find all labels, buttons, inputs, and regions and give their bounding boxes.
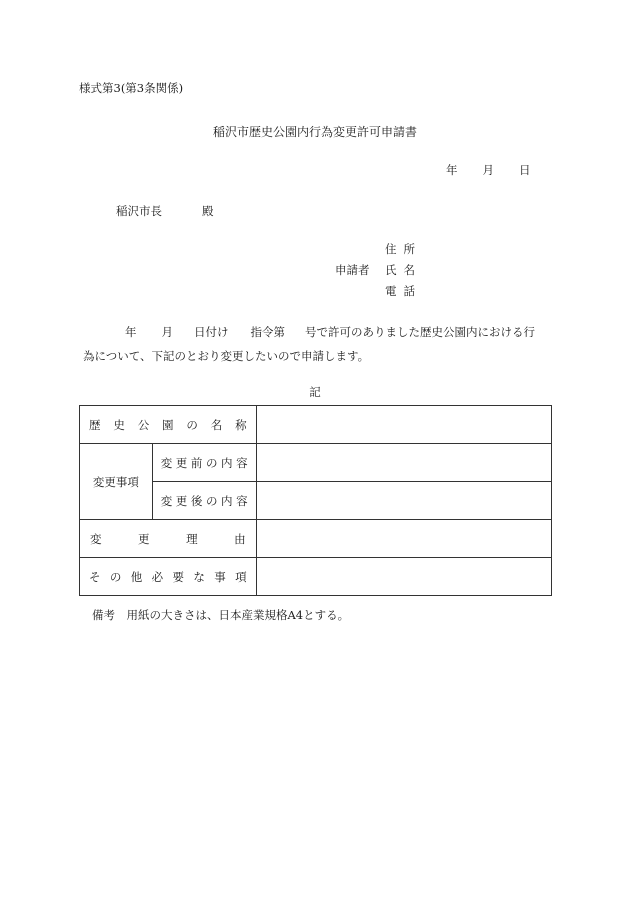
table-row: [80, 406, 552, 444]
other-label: [80, 569, 256, 585]
label-char: 後: [190, 493, 203, 508]
change-details-table: [79, 405, 552, 596]
label-char: 名: [210, 417, 223, 432]
label-char: 内: [221, 493, 233, 508]
body-year: 年: [125, 325, 137, 339]
label-char: 容: [236, 455, 248, 470]
label-char: 変: [90, 531, 102, 546]
body-directive-no: 指令第: [250, 325, 285, 339]
before-label-cell: [152, 444, 256, 482]
body-day-dated: 日付け: [194, 325, 229, 339]
addressee-name: 稲沢市長: [116, 204, 162, 218]
label-char: 変: [160, 455, 173, 470]
label-char: 園: [162, 417, 174, 432]
label-char: 理: [186, 531, 198, 546]
body-month: 月: [161, 325, 173, 339]
label-char: な: [193, 569, 205, 584]
after-label-cell: [152, 482, 256, 520]
table-row: [80, 444, 552, 482]
document-title: 稲沢市歴史公園内行為変更許可申請書: [212, 125, 417, 139]
label-char: 他: [130, 569, 143, 584]
label-char: 更: [175, 455, 188, 470]
label-char: の: [205, 455, 218, 470]
reason-label-cell: [80, 520, 257, 558]
table-row: [80, 520, 552, 558]
request-body-text: [83, 320, 563, 368]
applicant-role-label: 申請者: [335, 263, 370, 277]
body-line1-rest: 号で許可のありました歴史公園内における行: [305, 325, 535, 339]
remark-note: 備考 用紙の大きさは、日本産業規格A4とする。: [92, 608, 350, 622]
label-char: の: [109, 569, 122, 584]
date-line: [446, 162, 531, 178]
label-char: 容: [236, 493, 248, 508]
label-char: 必: [151, 569, 164, 584]
addressee-honorific: 殿: [202, 204, 214, 218]
after-label: [153, 493, 256, 509]
label-char: 更: [175, 493, 188, 508]
label-char: 更: [138, 531, 150, 546]
addressee: [116, 203, 214, 219]
label-char: 歴: [89, 417, 101, 432]
form-number: 様式第3(第3条関係): [79, 81, 184, 95]
changes-label: 変更事項: [80, 444, 153, 520]
applicant-address-label: 住所: [385, 242, 422, 256]
after-value[interactable]: [256, 482, 551, 520]
reason-value[interactable]: [256, 520, 551, 558]
label-char: の: [186, 417, 198, 432]
label-char: 要: [172, 569, 184, 584]
date-day: 日: [519, 163, 531, 177]
other-value[interactable]: [256, 558, 551, 596]
label-char: 史: [113, 417, 125, 432]
table-row: [80, 558, 552, 596]
label-char: そ: [89, 569, 101, 584]
label-char: 内: [221, 455, 233, 470]
park-name-value[interactable]: [256, 406, 551, 444]
label-char: 称: [235, 417, 247, 432]
before-value[interactable]: [256, 444, 551, 482]
park-name-label: [80, 417, 256, 433]
label-char: 公: [137, 417, 150, 432]
before-label: [153, 455, 256, 471]
label-char: 変: [160, 493, 173, 508]
label-char: 前: [190, 455, 203, 470]
ki-marker: 記: [309, 385, 321, 399]
other-label-cell: [80, 558, 257, 596]
label-char: 項: [235, 569, 247, 584]
applicant-name-label: 氏名: [385, 263, 422, 277]
applicant-phone-label: 電話: [385, 284, 422, 298]
label-char: 由: [234, 531, 246, 546]
park-name-label-cell: [80, 406, 257, 444]
label-char: の: [205, 493, 218, 508]
reason-label: [80, 531, 256, 547]
date-year: 年: [446, 163, 458, 177]
label-char: 事: [214, 569, 226, 584]
date-month: 月: [482, 163, 494, 177]
body-line2: 為について、下記のとおり変更したいので申請します。: [83, 349, 370, 363]
